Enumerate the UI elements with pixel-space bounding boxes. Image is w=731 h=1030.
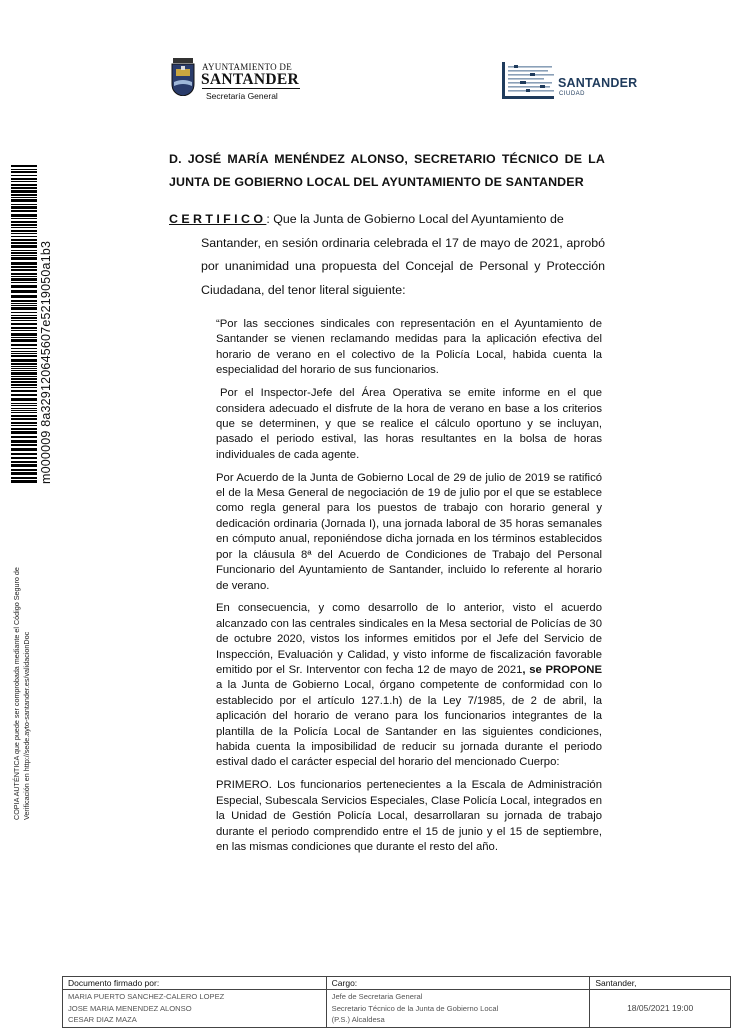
barcode-bar bbox=[11, 230, 37, 232]
signature-date: 18/05/2021 19:00 bbox=[590, 990, 731, 1028]
header-role: Cargo: bbox=[326, 977, 590, 990]
signer-role: (P.S.) Alcaldesa bbox=[331, 1015, 385, 1025]
barcode-bar bbox=[11, 178, 37, 180]
barcode-bar bbox=[11, 169, 37, 170]
barcode-bar bbox=[11, 245, 37, 248]
barcode-bar bbox=[11, 206, 37, 209]
barcode-bar bbox=[11, 376, 37, 377]
barcode-bar bbox=[11, 431, 37, 434]
barcode-bar bbox=[11, 236, 37, 237]
barcode-bar bbox=[11, 269, 37, 271]
barcode-bar bbox=[11, 204, 37, 205]
barcode-bar bbox=[11, 368, 37, 369]
barcode-bar bbox=[11, 171, 37, 173]
barcode-bar bbox=[11, 266, 37, 268]
signature-table bbox=[62, 976, 731, 1028]
barcode-bar bbox=[11, 405, 37, 406]
quote-paragraph-2: Por el Inspector-Jefe del Área Operativa se emite informe en el que considera adecuado el disfrute de la hora de verano en base a los criterios que se determinen, y que se realice el cálculo oportuno y se incluyan, pasado el periodo estival, las horas resultantes en la bolsa de horas individuales de cada agente. bbox=[216, 387, 602, 461]
barcode-bar bbox=[11, 422, 37, 424]
roles-cell bbox=[326, 990, 590, 1028]
quote-paragraph-4c: a la Junta de Gobierno Local, órgano competente de conformidad con lo establecido por el artículo 127.1.h) de la Ley 7/1985, de 2 de abril, la aplicación del horario de verano para los funcionarios integrantes de la plantilla de la Policía Local de Santander en las siguientes condiciones, habida cuenta la imposibilidad de reducir su jornada durante el periodo estival dado el carácter especial del horario del mencionado Cuerpo: bbox=[216, 679, 602, 769]
barcode-bar bbox=[11, 384, 37, 386]
barcode-bar bbox=[11, 370, 37, 371]
barcode-bar bbox=[11, 262, 37, 265]
logo-divider bbox=[202, 88, 300, 89]
quote-paragraph-4 bbox=[216, 601, 602, 770]
barcode-bar bbox=[11, 337, 37, 338]
city-skyline-icon bbox=[500, 56, 556, 102]
signature-table-header bbox=[63, 977, 731, 990]
certifico-paragraph bbox=[169, 208, 605, 302]
barcode-bar bbox=[11, 278, 37, 281]
authentic-copy-note-line1: COPIA AUTÉNTICA que puede ser comprobada mediante el Código Seguro de bbox=[12, 567, 21, 820]
barcode-bar bbox=[11, 398, 37, 401]
barcode-bar bbox=[11, 257, 37, 260]
barcode-bar bbox=[11, 444, 37, 446]
barcode-bar bbox=[11, 320, 37, 321]
barcode-bar bbox=[11, 412, 37, 413]
barcode-bar bbox=[11, 194, 37, 196]
barcode-bar bbox=[11, 276, 37, 277]
barcode-bar bbox=[11, 378, 37, 380]
barcode-bar bbox=[11, 190, 37, 193]
quote-paragraph-3: Por Acuerdo de la Junta de Gobierno Local de 29 de julio de 2019 se ratificó el de la Mesa General de negociación de 19 de julio por el que se establece como regla general para los puestos de trabajo con horario general y dedicación ordinaria (Jornada I), una jornada laboral de 35 horas semanales en cómputo anual, reponiéndose dicha jornada en los términos establecidos por la cláusula 8ª del Acuerdo de Condiciones de Trabajo del Personal Funcionario del Ayuntamiento de Santander, incluido lo referente al horario de verano. bbox=[216, 471, 602, 592]
barcode-bar bbox=[11, 233, 37, 234]
barcode-bar bbox=[11, 295, 37, 298]
signer-name: JOSE MARIA MENENDEZ ALONSO bbox=[68, 1003, 192, 1013]
barcode-bar bbox=[11, 175, 37, 176]
barcode-bar bbox=[11, 250, 37, 251]
quote-paragraph-5: PRIMERO. Los funcionarios pertenecientes a la Escala de Administración Especial, Subescala Servicios Especiales, Clase Policía Local, integrados en la Unidad de Gestión Policía Local, desarrollaran su jornada de trabajo durante el periodo comprendido entre el 15 de junio y el 15 de septiembre, en las mismas condiciones que durante el resto del año. bbox=[216, 779, 602, 853]
barcode-bar bbox=[11, 436, 37, 438]
barcode-bar bbox=[11, 440, 37, 443]
barcode-bar bbox=[11, 469, 37, 471]
barcode-bar bbox=[11, 285, 37, 288]
barcode-bar bbox=[11, 415, 37, 417]
certifico-label: CERTIFICO bbox=[169, 212, 267, 226]
logo-ciudad-text: CIUDAD bbox=[559, 91, 586, 97]
barcode-bar bbox=[11, 408, 37, 409]
logo-line-secretaria: Secretaría General bbox=[206, 91, 278, 101]
signer-name: CESAR DIAZ MAZA bbox=[68, 1015, 137, 1025]
barcode-bar bbox=[11, 252, 37, 254]
barcode-bar bbox=[11, 453, 37, 455]
barcode bbox=[11, 165, 37, 483]
barcode-bar bbox=[11, 327, 37, 329]
barcode-bar bbox=[11, 333, 37, 336]
barcode-bar bbox=[11, 390, 37, 392]
quote-paragraph-1: “Por las secciones sindicales con representación en el Ayuntamiento de Santander se vienen reclamando medidas para la aplicación efectiva del horario de verano en el colectivo de la Policía Local, habida cuenta la especialidad del horario de sus funcionarios. bbox=[216, 318, 602, 377]
barcode-bar bbox=[11, 359, 37, 362]
barcode-bar bbox=[11, 410, 37, 411]
barcode-bar bbox=[11, 418, 37, 420]
barcode-bar bbox=[11, 315, 37, 316]
barcode-bar bbox=[11, 214, 37, 217]
barcode-bar bbox=[11, 387, 37, 388]
barcode-bar bbox=[11, 381, 37, 383]
logo-line-ayuntamiento: AYUNTAMIENTO DE bbox=[202, 62, 293, 72]
certifico-first-line: : Que la Junta de Gobierno Local del Ayuntamiento de bbox=[266, 212, 564, 226]
header-signed-by: Documento firmado por: bbox=[63, 977, 327, 990]
quote-paragraph-4a: En consecuencia, y como desarrollo de lo anterior, visto el acuerdo alcanzado con las centrales sindicales en la Mesa sectorial de Policías de 30 de octubre 2020, vistos los informes emitidos por el Jefe del Servicio de Inspección, Evaluación y Calidad, y visto informe de fiscalización favorable emitido por el Sr. Interventor con fecha 12 de mayo de 2021 bbox=[216, 602, 602, 677]
certifico-rest: Santander, en sesión ordinaria celebrada el 17 de mayo de 2021, aprobó por unanimidad una propuesta del Concejal de Personal y Protección Ciudadana, del tenor literal siguiente: bbox=[201, 235, 605, 297]
ayuntamiento-logo bbox=[170, 58, 305, 104]
barcode-bar bbox=[11, 184, 37, 186]
barcode-bar bbox=[11, 323, 37, 325]
barcode-bar bbox=[11, 307, 37, 310]
header-place: Santander, bbox=[590, 977, 731, 990]
proposal-quote bbox=[216, 317, 602, 863]
barcode-bar bbox=[11, 303, 37, 304]
barcode-bar bbox=[11, 353, 37, 354]
barcode-bar bbox=[11, 187, 37, 189]
barcode-bar bbox=[11, 305, 37, 306]
barcode-bar bbox=[11, 403, 37, 404]
barcode-bar bbox=[11, 348, 37, 349]
barcode-bar bbox=[11, 363, 37, 365]
barcode-bar bbox=[11, 273, 37, 275]
barcode-bar bbox=[11, 210, 37, 212]
barcode-bar bbox=[11, 355, 37, 357]
quote-propone: , se PROPONE bbox=[522, 664, 602, 677]
barcode-bar bbox=[11, 282, 37, 283]
signer-role: Secretario Técnico de la Junta de Gobierno Local bbox=[331, 1003, 499, 1013]
barcode-bar bbox=[11, 344, 37, 346]
barcode-bar bbox=[11, 372, 37, 375]
barcode-bar bbox=[11, 312, 37, 313]
barcode-bar bbox=[11, 199, 37, 202]
signature-table-body bbox=[63, 990, 731, 1028]
barcode-bar bbox=[11, 457, 37, 459]
logo-santander-text: SANTANDER bbox=[558, 76, 638, 90]
barcode-bar bbox=[11, 255, 37, 256]
barcode-bar bbox=[11, 351, 37, 352]
barcode-bar bbox=[11, 394, 37, 396]
authentic-copy-note-line2: Verificación en http://sede.ayto-santander.es/validacionDoc bbox=[22, 631, 31, 820]
barcode-bar bbox=[11, 428, 37, 430]
barcode-bar bbox=[11, 227, 37, 228]
city-crest-icon bbox=[170, 58, 196, 96]
barcode-bar bbox=[11, 448, 37, 451]
logo-line-santander: SANTANDER bbox=[201, 71, 300, 88]
barcode-bar bbox=[11, 165, 37, 167]
barcode-code: m000009 8a329120645607e5219050a1b3 bbox=[39, 240, 53, 484]
barcode-bar bbox=[11, 464, 37, 467]
barcode-bar bbox=[11, 197, 37, 198]
barcode-bar bbox=[11, 339, 37, 342]
signer-name: MARIA PUERTO SANCHEZ-CALERO LOPEZ bbox=[68, 992, 225, 1001]
barcode-code-container bbox=[39, 240, 59, 734]
barcode-bar bbox=[11, 224, 37, 226]
barcode-bar bbox=[11, 472, 37, 475]
santander-ciudad-logo bbox=[500, 56, 640, 102]
barcode-bar bbox=[11, 461, 37, 463]
authentic-copy-note bbox=[12, 567, 32, 820]
document-heading: D. JOSÉ MARÍA MENÉNDEZ ALONSO, SECRETARIO TÉCNICO DE LA JUNTA DE GOBIERNO LOCAL DEL AYUNTAMIENTO DE SANTANDER bbox=[169, 152, 605, 189]
barcode-bar bbox=[11, 290, 37, 293]
barcode-bar bbox=[11, 330, 37, 331]
barcode-bar bbox=[11, 477, 37, 479]
barcode-bar bbox=[11, 218, 37, 219]
barcode-bar bbox=[11, 242, 37, 244]
barcode-bar bbox=[11, 480, 37, 483]
barcode-bar bbox=[11, 239, 37, 241]
barcode-bar bbox=[11, 366, 37, 367]
barcode-bar bbox=[11, 425, 37, 426]
barcode-bar bbox=[11, 221, 37, 223]
signer-role: Jefe de Secretaria General bbox=[331, 992, 423, 1001]
barcode-bar bbox=[11, 300, 37, 302]
barcode-bar bbox=[11, 181, 37, 182]
barcode-bar bbox=[11, 317, 37, 319]
signers-cell bbox=[63, 990, 327, 1028]
